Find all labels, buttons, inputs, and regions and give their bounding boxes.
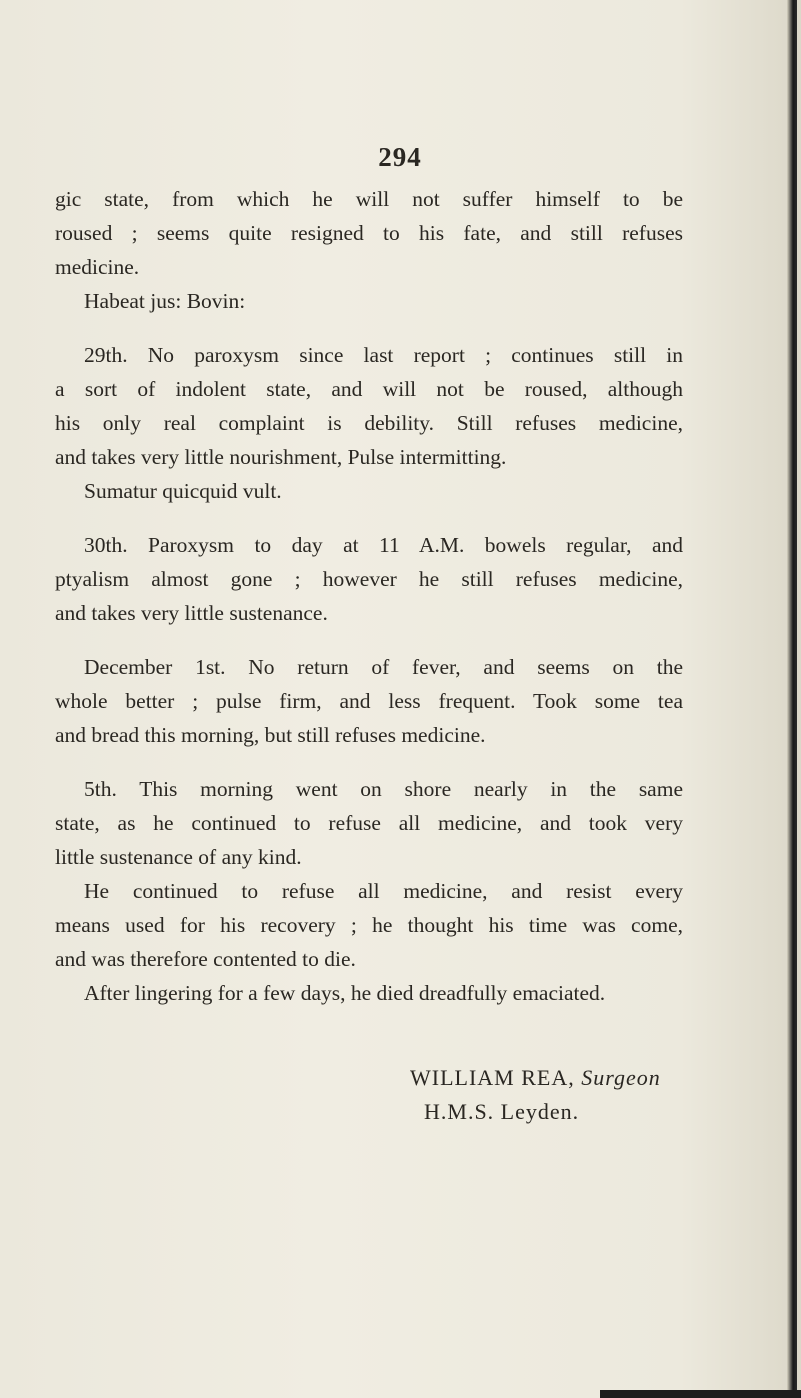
text-line: his only real complaint is debility. Still refuses medicine, (55, 411, 683, 435)
text-line: 30th. Paroxysm to day at 11 A.M. bowels regular, and (84, 533, 683, 557)
text-line: gic state, from which he will not suffer himself to be (55, 187, 683, 211)
body-text (55, 182, 683, 1010)
text-line: After lingering for a few days, he died dreadfully emaciated. (84, 981, 606, 1005)
text-line: state, as he continued to refuse all medicine, and took very (55, 811, 683, 835)
text-line: means used for his recovery ; he thought his time was come, (55, 913, 683, 937)
text-line: little sustenance of any kind. (55, 845, 302, 869)
page-number: 294 (378, 142, 422, 172)
signature-name: WILLIAM REA, (410, 1065, 575, 1090)
text-line: and was therefore contented to die. (55, 947, 356, 971)
text-line: 29th. No paroxysm since last report ; continues still in (84, 343, 683, 367)
paragraph-p8 (55, 874, 683, 976)
text-line: December 1st. No return of fever, and seems on the (84, 655, 683, 679)
text-line: medicine. (55, 255, 140, 279)
text-line: Sumatur quicquid vult. (84, 479, 282, 503)
paragraph-p6 (55, 650, 683, 752)
text-line: ptyalism almost gone ; however he still refuses medicine, (55, 567, 683, 591)
page-edge (787, 0, 797, 1398)
signature-block (410, 1061, 710, 1129)
text-line: and takes very little nourishment, Pulse intermitting. (55, 445, 507, 469)
text-line: and takes very little sustenance. (55, 601, 328, 625)
signature-line-1 (410, 1061, 710, 1095)
signature-ship: H.M.S. Leyden. (424, 1099, 580, 1124)
text-line: He continued to refuse all medicine, and resist every (84, 879, 683, 903)
text-line: roused ; seems quite resigned to his fate, and still refuses (55, 221, 683, 245)
paragraph-p9 (55, 976, 683, 1010)
paragraph-p1 (55, 182, 683, 284)
paragraph-p3 (55, 338, 683, 474)
signature-role: Surgeon (581, 1065, 661, 1090)
text-line: 5th. This morning went on shore nearly in the same (84, 777, 683, 801)
text-line: whole better ; pulse firm, and less frequent. Took some tea (55, 689, 683, 713)
paragraph-p2 (55, 284, 683, 318)
text-line: and bread this morning, but still refuses medicine. (55, 723, 486, 747)
paragraph-p7 (55, 772, 683, 874)
text-line: a sort of indolent state, and will not be roused, although (55, 377, 683, 401)
paragraph-p5 (55, 528, 683, 630)
text-line: Habeat jus: Bovin: (84, 289, 246, 313)
page-edge-bottom (600, 1390, 801, 1398)
paragraph-p4 (55, 474, 683, 508)
